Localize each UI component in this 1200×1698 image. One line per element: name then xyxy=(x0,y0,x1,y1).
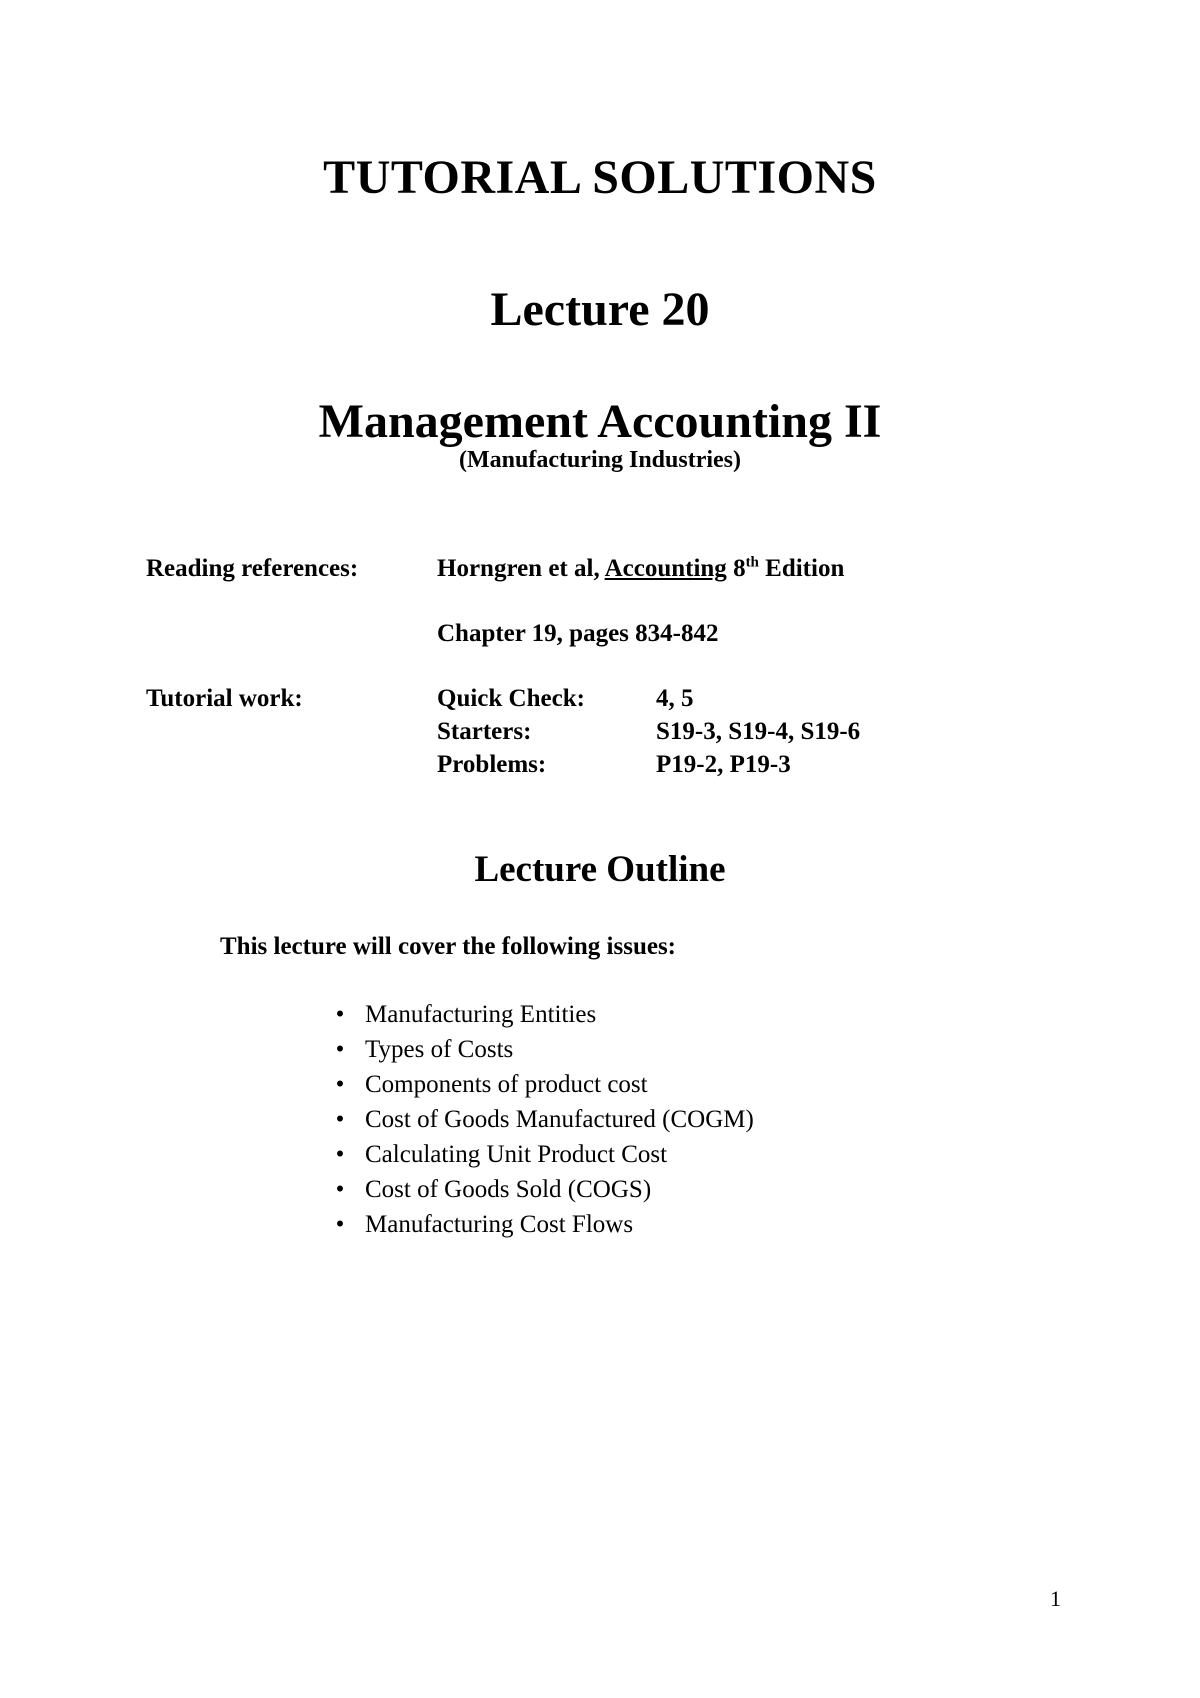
reading-author: Horngren et al, xyxy=(437,555,605,582)
list-item xyxy=(330,1102,754,1137)
reading-chapter: Chapter 19, pages 834-842 xyxy=(437,620,719,647)
reading-edition-number: 8 xyxy=(726,555,746,582)
issues-list xyxy=(330,997,754,1242)
tutorial-work-label: Tutorial work: xyxy=(146,685,303,712)
reading-edition-suffix: th xyxy=(745,554,759,571)
bullet-icon: • xyxy=(335,1176,345,1203)
bullet-icon: • xyxy=(335,1001,345,1028)
course-subtitle: (Manufacturing Industries) xyxy=(458,447,741,473)
list-item-text: Manufacturing Cost Flows xyxy=(365,1211,634,1238)
list-item xyxy=(330,1032,754,1067)
bullet-icon: • xyxy=(335,1036,345,1063)
bullet-icon: • xyxy=(335,1106,345,1133)
outline-heading: Lecture Outline xyxy=(474,849,726,890)
list-item xyxy=(330,1137,754,1172)
reading-references-value xyxy=(437,555,844,583)
tutorial-row-label: Problems: xyxy=(437,751,547,778)
reading-edition-word: Edition xyxy=(758,555,845,582)
tutorial-row-value: P19-2, P19-3 xyxy=(656,751,791,778)
list-item-text: Manufacturing Entities xyxy=(365,1001,597,1028)
tutorial-row-value: 4, 5 xyxy=(656,685,694,712)
page-number: 1 xyxy=(1050,1586,1061,1611)
list-item xyxy=(330,1172,754,1207)
list-item-text: Types of Costs xyxy=(365,1036,514,1063)
bullet-icon: • xyxy=(335,1211,345,1238)
list-item-text: Cost of Goods Sold (COGS) xyxy=(365,1176,652,1203)
lecture-number: Lecture 20 xyxy=(490,283,710,336)
bullet-icon: • xyxy=(335,1141,345,1168)
list-item-text: Calculating Unit Product Cost xyxy=(365,1141,668,1168)
list-item xyxy=(330,1207,754,1242)
tutorial-row-label: Quick Check: xyxy=(437,685,585,712)
tutorial-row-label: Starters: xyxy=(437,718,532,745)
list-item-text: Components of product cost xyxy=(365,1071,648,1098)
list-item xyxy=(330,997,754,1032)
outline-intro: This lecture will cover the following issues: xyxy=(220,933,676,960)
list-item xyxy=(330,1067,754,1102)
bullet-icon: • xyxy=(335,1071,345,1098)
reading-references-label: Reading references: xyxy=(146,555,359,582)
tutorial-row-value: S19-3, S19-4, S19-6 xyxy=(656,718,861,745)
reading-book-title: Accounting xyxy=(604,555,727,582)
list-item-text: Cost of Goods Manufactured (COGM) xyxy=(365,1106,754,1133)
document-title: TUTORIAL SOLUTIONS xyxy=(323,151,877,204)
course-title: Management Accounting II xyxy=(318,395,882,448)
